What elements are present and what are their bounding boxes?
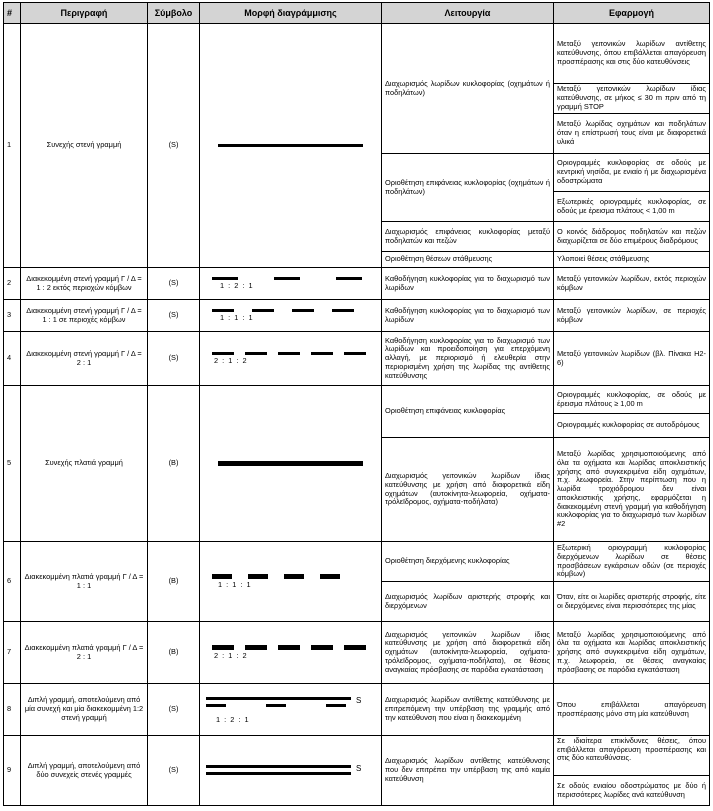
s-label: S xyxy=(356,696,362,706)
dash-mark xyxy=(266,704,286,707)
dash-mark xyxy=(332,309,354,312)
diagram-dashed-wide xyxy=(200,622,382,684)
dash-mark xyxy=(278,645,300,650)
function-cell: Διαχωρισμός επιφάνειας κυκλοφορίας μεταξύ ποδηλατών και πεζών xyxy=(382,222,554,252)
function-cell: Οριοθέτηση επιφάνειας κυκλοφορίας xyxy=(382,386,554,438)
dash-mark xyxy=(344,352,366,355)
function-cell: Καθοδήγηση κυκλοφορίας για το διαχωρισμό των λωρίδων xyxy=(382,300,554,332)
application-cell: Μεταξύ γειτονικών λωρίδων ίδιας κατεύθυνσης, σε μήκος ≤ 30 m πριν από τη γραμμή STOP xyxy=(554,84,710,114)
dash-mark xyxy=(284,574,304,579)
application-cell: Μεταξύ λωρίδας οχημάτων και ποδηλάτων όταν η επίστρωσή τους είναι με διαφορετικά υλικά xyxy=(554,114,710,154)
table-row xyxy=(4,268,710,300)
solid-line-mark xyxy=(206,765,351,768)
row-symbol: (S) xyxy=(148,736,200,806)
ratio-label: 1 : 1 : 1 xyxy=(218,579,252,589)
diagram-dashed-thin xyxy=(200,332,382,386)
line-mark xyxy=(218,461,363,466)
application-cell: Οριογραμμές κυκλοφορίας σε αυτοδρόμους xyxy=(554,414,710,438)
dash-mark xyxy=(326,704,346,707)
dash-mark xyxy=(245,352,267,355)
row-number: 1 xyxy=(4,24,21,268)
s-label: S xyxy=(356,763,362,773)
row-number: 3 xyxy=(4,300,21,332)
dash-pattern xyxy=(206,277,375,280)
application-cell: Σε οδούς ενιαίου οδοστρώματος με δύο ή περισσότερες λωρίδες ανά κατεύθυνση xyxy=(554,776,710,806)
function-cell: Διαχωρισμός λωρίδων αντίθετης κατεύθυνσης που δεν επιτρέπει την υπέρβαση της από καμία κατεύθυνση xyxy=(382,736,554,806)
row-description: Διπλή γραμμή, αποτελούμενη από μία συνεχή και μία διακεκομμένη 1:2 στενή γραμμή xyxy=(21,684,148,736)
function-cell: Οριοθέτηση διερχόμενης κυκλοφορίας xyxy=(382,542,554,582)
application-cell: Μεταξύ λωρίδας χρησιμοποιούμενης από όλα τα οχήματα και λωρίδας αποκλειστικής χρήσης από συγκεκριμένα είδη οχημάτων, π.χ. λεωφορεία. Στην περίπτωση που η λωρίδα τροχιόδρομου δεν είναι αποκλειστικής χρήσης, εφαρμόζεται η διακεκομμένη στενή γραμμή για καθοδήγηση κυκλοφορίας για το διαχωρισμό των λωρίδων #2 xyxy=(554,438,710,542)
ratio-label: 1 : 1 : 1 xyxy=(220,312,254,322)
dash-mark xyxy=(212,645,234,650)
diagram-double-line-solid xyxy=(200,736,382,806)
dash-mark xyxy=(274,277,300,280)
diagram-double-line-mixed xyxy=(200,684,382,736)
dash-mark xyxy=(292,309,314,312)
road-marking-table-wrapper xyxy=(3,2,709,806)
row-number: 9 xyxy=(4,736,21,806)
ratio-label: 2 : 1 : 2 xyxy=(214,650,248,660)
application-cell: Μεταξύ γειτονικών λωρίδων αντίθετης κατεύθυνσης, όπου επιβάλλεται απαγόρευση προσπέρασης και στις δύο κατευθύνσεις xyxy=(554,24,710,84)
application-cell: Μεταξύ γειτονικών λωρίδων (βλ. Πίνακα Η2-6) xyxy=(554,332,710,386)
row-number: 4 xyxy=(4,332,21,386)
row-symbol: (B) xyxy=(148,622,200,684)
application-cell: Ο κοινός διάδρομος ποδηλατών και πεζών διαχωρίζεται σε δύο επιμέρους διαδρόμους xyxy=(554,222,710,252)
row-description: Διακεκομμένη στενή γραμμή Γ / Δ = 1 : 2 εκτός περιοχών κόμβων xyxy=(21,268,148,300)
diagram-continuous-wide xyxy=(200,386,382,542)
application-cell: Οριογραμμές κυκλοφορίας, σε οδούς με έρεισμα πλάτους ≥ 1,00 m xyxy=(554,386,710,414)
application-cell: Εξωτερικές οριογραμμές κυκλοφορίας, σε οδούς με έρεισμα πλάτους < 1,00 m xyxy=(554,192,710,222)
function-cell: Οριοθέτηση θέσεων στάθμευσης xyxy=(382,252,554,268)
function-cell: Διαχωρισμός γειτονικών λωρίδων ίδιας κατεύθυνσης με χρήση από διαφορετικά είδη οχημάτων (αυτοκίνητα-λεωφορεία, οχήματα-τρόλεϊδρομος, οχήματα-ποδήλατα) xyxy=(382,438,554,542)
function-cell: Διαχωρισμός λωρίδων αντίθετης κατεύθυνσης με επιτρεπόμενη την υπέρβαση της γραμμής από την κατεύθυνση που είναι η διακεκομμένη xyxy=(382,684,554,736)
row-symbol: (B) xyxy=(148,542,200,622)
dash-pattern xyxy=(206,645,375,650)
ratio-label: 2 : 1 : 2 xyxy=(214,355,248,365)
dash-mark xyxy=(206,704,226,707)
dash-mark xyxy=(344,645,366,650)
table-row xyxy=(4,332,710,386)
solid-line-mark xyxy=(206,697,351,700)
row-number: 2 xyxy=(4,268,21,300)
table-row xyxy=(4,386,710,414)
function-cell: Διαχωρισμός γειτονικών λωρίδων ίδιας κατεύθυνσης με χρήση από διαφορετικά είδη οχημάτων (αυτοκίνητα-λεωφορεία, οχήματα-τρόλεϊδρομος, οχήματα-ποδήλατα), σε θέσεις αναγκαίας πρόσβασης σε παρόδια εγκατάσταση xyxy=(382,622,554,684)
dash-mark xyxy=(248,574,268,579)
table-row xyxy=(4,622,710,684)
application-cell: Μεταξύ γειτονικών λωρίδων, σε περιοχές κόμβων xyxy=(554,300,710,332)
road-marking-table xyxy=(3,2,710,806)
dash-mark xyxy=(212,309,234,312)
application-cell: Υλοποιεί θέσεις στάθμευσης xyxy=(554,252,710,268)
application-cell: Εξωτερική οριογραμμή κυκλοφορίας διερχόμενων λωρίδων σε θέσεις προσβάσεων εγκάρσιων οδών (σε περιοχές κόμβων) xyxy=(554,542,710,582)
function-cell: Διαχωρισμός λωρίδων αριστερής στροφής και διερχόμενων xyxy=(382,582,554,622)
table-row xyxy=(4,736,710,776)
diagram-continuous-thin xyxy=(200,24,382,268)
table-row xyxy=(4,300,710,332)
header-row xyxy=(4,3,710,24)
double-line xyxy=(206,694,375,716)
header-diagram: Μορφή διαγράμμισης xyxy=(200,3,382,24)
row-number: 5 xyxy=(4,386,21,542)
row-description: Διακεκομμένη πλατιά γραμμή Γ / Δ = 2 : 1 xyxy=(21,622,148,684)
row-number: 8 xyxy=(4,684,21,736)
header-number: # xyxy=(4,3,21,24)
dash-mark xyxy=(212,574,232,579)
application-cell: Μεταξύ λωρίδας χρησιμοποιούμενης από όλα τα οχήματα και λωρίδας αποκλειστικής χρήσης από συγκεκριμένα είδη οχημάτων, π.χ. λεωφορεία, σε θέσεις αναγκαίας πρόσβασης σε παρόδια εγκατάσταση xyxy=(554,622,710,684)
ratio-label: 1 : 2 : 1 xyxy=(220,280,254,290)
function-cell: Καθοδήγηση κυκλοφορίας για το διαχωρισμό των λωρίδων και προειδοποίηση για επερχόμενη αλλαγή, με περιορισμό ή ελευθερία στην περιορισμένη χρήση της λωρίδας της αντίθετης κατεύθυνσης xyxy=(382,332,554,386)
row-symbol: (S) xyxy=(148,684,200,736)
application-cell: Όταν, είτε οι λωρίδες αριστερής στροφής, είτε οι διερχόμενες είναι περισσότερες της μίας xyxy=(554,582,710,622)
function-cell: Καθοδήγηση κυκλοφορίας για το διαχωρισμό των λωρίδων xyxy=(382,268,554,300)
row-number: 6 xyxy=(4,542,21,622)
double-line xyxy=(206,760,375,782)
row-symbol: (S) xyxy=(148,268,200,300)
row-symbol: (S) xyxy=(148,332,200,386)
header-symbol: Σύμβολο xyxy=(148,3,200,24)
solid-line-mark xyxy=(206,772,351,775)
row-description: Συνεχής πλατιά γραμμή xyxy=(21,386,148,542)
header-application: Εφαρμογή xyxy=(554,3,710,24)
row-description: Συνεχής στενή γραμμή xyxy=(21,24,148,268)
dash-pattern xyxy=(206,352,375,355)
dash-mark xyxy=(336,277,362,280)
header-description: Περιγραφή xyxy=(21,3,148,24)
diagram-dashed-thin xyxy=(200,300,382,332)
application-cell: Όπου επιβάλλεται απαγόρευση προσπέρασης μόνο στη μία κατεύθυνση xyxy=(554,684,710,736)
table-row xyxy=(4,24,710,84)
dash-mark xyxy=(212,277,238,280)
header-function: Λειτουργία xyxy=(382,3,554,24)
row-number: 7 xyxy=(4,622,21,684)
application-cell: Μεταξύ γειτονικών λωρίδων, εκτός περιοχών κόμβων xyxy=(554,268,710,300)
diagram-dashed-wide xyxy=(200,542,382,622)
dash-mark xyxy=(252,309,274,312)
dash-mark xyxy=(311,352,333,355)
dash-pattern xyxy=(206,704,346,707)
dash-mark xyxy=(278,352,300,355)
row-symbol: (S) xyxy=(148,300,200,332)
dash-mark xyxy=(320,574,340,579)
ratio-label: 1 : 2 : 1 xyxy=(216,715,250,725)
dash-mark xyxy=(212,352,234,355)
application-cell: Οριογραμμές κυκλοφορίας σε οδούς με κεντρική νησίδα, με ενιαίο ή με διαχωρισμένα οδοστρώματα xyxy=(554,154,710,192)
application-cell: Σε ιδιαίτερα επικίνδυνες θέσεις, όπου επιβάλλεται απαγόρευση προσπέρασης και στις δύο κατευθύνσεις. xyxy=(554,736,710,776)
function-cell: Οριοθέτηση επιφάνειας κυκλοφορίας (οχημάτων ή ποδηλάτων) xyxy=(382,154,554,222)
row-description: Διακεκομμένη πλατιά γραμμή Γ / Δ = 1 : 1 xyxy=(21,542,148,622)
row-description: Διπλή γραμμή, αποτελούμενη από δύο συνεχείς στενές γραμμές xyxy=(21,736,148,806)
function-cell: Διαχωρισμός λωρίδων κυκλοφορίας (οχημάτων ή ποδηλάτων) xyxy=(382,24,554,154)
diagram-dashed-thin xyxy=(200,268,382,300)
line-mark xyxy=(218,144,363,147)
row-description: Διακεκομμένη στενή γραμμή Γ / Δ = 2 : 1 xyxy=(21,332,148,386)
table-row xyxy=(4,542,710,582)
dash-mark xyxy=(311,645,333,650)
row-symbol: (S) xyxy=(148,24,200,268)
row-symbol: (B) xyxy=(148,386,200,542)
dash-pattern xyxy=(206,309,375,312)
dash-pattern xyxy=(206,574,375,579)
table-row xyxy=(4,684,710,736)
row-description: Διακεκομμένη στενή γραμμή Γ / Δ = 1 : 1 σε περιοχές κόμβων xyxy=(21,300,148,332)
dash-mark xyxy=(245,645,267,650)
